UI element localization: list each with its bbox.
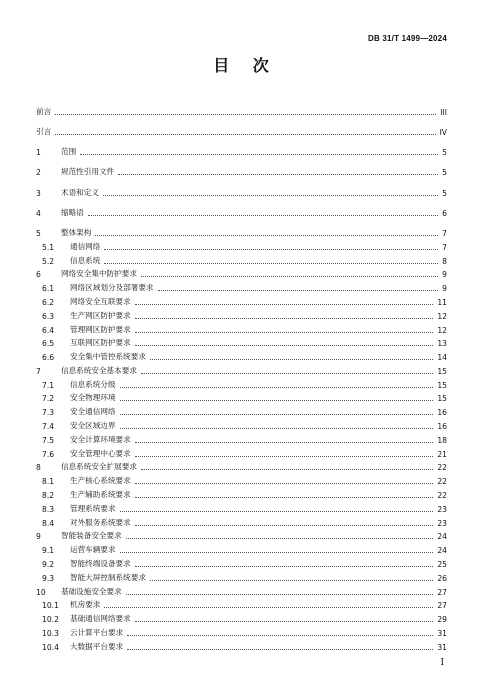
toc-entry-page: 16 (437, 422, 447, 432)
toc-entry[interactable] (36, 376, 447, 390)
toc-entry[interactable] (36, 184, 447, 198)
toc-dot-leader (104, 248, 438, 250)
toc-entry-page: 6 (442, 208, 447, 218)
toc-entry-label: 网络区域划分及部署要求 (70, 283, 154, 293)
toc-entry-page: 12 (437, 311, 447, 321)
toc-dot-leader (104, 262, 438, 264)
toc-entry-number: 6 (36, 270, 41, 280)
toc-dot-leader (135, 344, 434, 346)
toc-entry-page: 31 (437, 629, 447, 639)
toc-entry-page: 22 (437, 463, 447, 473)
toc-entry-page: 8 (442, 256, 447, 266)
toc-entry-page: IV (439, 127, 447, 137)
toc-entry-page: 13 (437, 339, 447, 349)
toc-entry[interactable] (36, 528, 447, 542)
toc-entry-page: 22 (437, 491, 447, 501)
toc-entry[interactable] (36, 431, 447, 445)
toc-entry-label: 大数据平台要求 (70, 641, 124, 651)
toc-entry-number: 7.1 (42, 380, 55, 390)
toc-entry-number: 9.3 (42, 573, 55, 583)
toc-entry[interactable] (36, 624, 447, 638)
toc-entry[interactable] (36, 103, 447, 117)
toc-entry-number: 6.5 (42, 339, 55, 349)
toc-entry-label: 信息系统安全扩展要求 (61, 462, 137, 472)
toc-entry-page: 16 (437, 408, 447, 418)
toc-dot-leader (120, 399, 434, 401)
toc-entry[interactable] (36, 486, 447, 500)
toc-entry-page: 15 (437, 380, 447, 390)
toc-entry-label: 安全管理中心要求 (70, 448, 131, 458)
toc-entry[interactable] (36, 204, 447, 218)
toc-entry[interactable] (36, 164, 447, 178)
toc-entry-page: 27 (437, 587, 447, 597)
toc-dot-leader (135, 496, 434, 498)
toc-entry-number: 1 (36, 148, 41, 158)
toc-entry-label: 安全集中管控系统要求 (70, 352, 146, 362)
toc-dot-leader (135, 482, 434, 484)
toc-dot-leader (55, 133, 435, 135)
toc-entry-number: 5.2 (42, 256, 55, 266)
toc-entry-page: III (440, 107, 447, 117)
toc-dot-leader (135, 524, 434, 526)
toc-dot-leader (120, 510, 434, 512)
toc-entry[interactable] (36, 514, 447, 528)
toc-dot-leader (127, 648, 433, 650)
toc-entry-page: 7 (442, 228, 447, 238)
toc-entry-number: 5.1 (42, 242, 55, 252)
toc-entry-number: 6.3 (42, 311, 55, 321)
toc-entry-page: 11 (437, 297, 447, 307)
toc-entry-number: 10.3 (42, 629, 59, 639)
toc-entry[interactable] (36, 555, 447, 569)
toc-entry-label: 信息系统安全基本要求 (61, 365, 137, 375)
toc-dot-leader (135, 303, 434, 305)
toc-entry-label: 机房要求 (70, 600, 101, 610)
toc-entry-number: 8.1 (42, 477, 55, 487)
toc-dot-leader (158, 289, 439, 291)
toc-entry[interactable] (36, 143, 447, 157)
toc-dot-leader (135, 455, 434, 457)
toc-entry-page: 14 (437, 353, 447, 363)
toc-entry-label: 运营车辆要求 (70, 545, 116, 555)
toc-entry-label: 安全区域边界 (70, 421, 116, 431)
table-of-contents (36, 103, 447, 652)
toc-entry-number: 7.2 (42, 394, 55, 404)
toc-entry-page: 5 (442, 168, 447, 178)
toc-entry[interactable] (36, 321, 447, 335)
toc-entry-label: 范围 (61, 147, 77, 157)
toc-entry-page: 7 (442, 242, 447, 252)
toc-entry-number: 6.6 (42, 353, 55, 363)
toc-dot-leader (120, 427, 434, 429)
toc-entry-label: 网络安全集中防护要求 (61, 269, 137, 279)
toc-entry[interactable] (36, 348, 447, 362)
toc-dot-leader (150, 579, 433, 581)
toc-entry-number: 8.4 (42, 518, 55, 528)
toc-entry[interactable] (36, 610, 447, 624)
toc-entry-label: 管理网区防护要求 (70, 324, 131, 334)
toc-entry[interactable] (36, 597, 447, 611)
toc-entry[interactable] (36, 293, 447, 307)
toc-entry-number: 6.4 (42, 325, 55, 335)
toc-entry-label: 整体架构 (61, 227, 92, 237)
toc-entry[interactable] (36, 335, 447, 349)
toc-dot-leader (135, 331, 434, 333)
toc-entry-number: 10.2 (42, 615, 59, 625)
toc-entry-label: 术语和定义 (61, 187, 99, 197)
toc-entry-page: 24 (437, 546, 447, 556)
toc-entry[interactable] (36, 252, 447, 266)
toc-entry-page: 23 (437, 504, 447, 514)
toc-entry-page: 27 (437, 601, 447, 611)
toc-entry-number: 7.3 (42, 408, 55, 418)
toc-dot-leader (141, 275, 438, 277)
page-title: 目 次 (213, 56, 269, 75)
toc-dot-leader (104, 606, 433, 608)
toc-entry[interactable] (36, 224, 447, 238)
toc-entry[interactable] (36, 307, 447, 321)
toc-entry-number: 10 (36, 587, 46, 597)
toc-entry-number: 8 (36, 463, 41, 473)
toc-entry-label: 基础通信网络要求 (70, 614, 131, 624)
toc-entry[interactable] (36, 569, 447, 583)
toc-dot-leader (120, 386, 434, 388)
toc-entry-page: 15 (437, 366, 447, 376)
toc-entry[interactable] (36, 445, 447, 459)
toc-dot-leader (126, 593, 434, 595)
toc-entry-label: 规范性引用文件 (61, 167, 115, 177)
toc-entry-label: 安全通信网络 (70, 407, 116, 417)
toc-entry-label: 安全物理环境 (70, 393, 116, 403)
toc-entry-page: 29 (437, 615, 447, 625)
toc-entry-page: 12 (437, 325, 447, 335)
toc-entry-number: 4 (36, 208, 41, 218)
toc-entry-label: 缩略语 (61, 207, 84, 217)
toc-entry-number: 8.2 (42, 491, 55, 501)
toc-entry-label: 引言 (36, 126, 52, 136)
toc-entry-label: 智能大屏控制系统要求 (70, 572, 146, 582)
toc-dot-leader (126, 537, 434, 539)
toc-entry-number: 3 (36, 188, 41, 198)
toc-entry[interactable] (36, 459, 447, 473)
toc-dot-leader (55, 113, 436, 115)
toc-entry-page: 24 (437, 532, 447, 542)
toc-entry[interactable] (36, 417, 447, 431)
document-code: DB 31/T 1499—2024 (367, 34, 447, 43)
toc-dot-leader (127, 634, 433, 636)
toc-entry-number: 9.1 (42, 546, 55, 556)
toc-dot-leader (80, 153, 438, 155)
toc-entry[interactable] (36, 583, 447, 597)
toc-entry[interactable] (36, 472, 447, 486)
toc-entry-number: 9.2 (42, 560, 55, 570)
toc-entry[interactable] (36, 266, 447, 280)
toc-entry[interactable] (36, 238, 447, 252)
toc-entry-page: 25 (437, 560, 447, 570)
toc-dot-leader (135, 565, 434, 567)
toc-entry-label: 网络安全互联要求 (70, 296, 131, 306)
toc-entry-number: 10.1 (42, 601, 59, 611)
toc-entry-page: 9 (442, 284, 447, 294)
toc-entry[interactable] (36, 279, 447, 293)
toc-entry[interactable] (36, 362, 447, 376)
toc-entry-number: 7.6 (42, 449, 55, 459)
toc-entry-page: 22 (437, 477, 447, 487)
toc-entry-page: 21 (437, 449, 447, 459)
toc-dot-leader (120, 413, 434, 415)
toc-entry-number: 5 (36, 228, 41, 238)
toc-dot-leader (118, 173, 438, 175)
toc-entry-label: 云计算平台要求 (70, 628, 124, 638)
toc-entry-label: 生产核心系统要求 (70, 476, 131, 486)
toc-dot-leader (141, 468, 433, 470)
toc-entry-label: 互联网区防护要求 (70, 338, 131, 348)
toc-dot-leader (88, 214, 438, 216)
toc-entry-page: 15 (437, 394, 447, 404)
toc-entry[interactable] (36, 123, 447, 137)
toc-entry-page: 5 (442, 188, 447, 198)
toc-entry-number: 7.5 (42, 435, 55, 445)
toc-entry-label: 生产网区防护要求 (70, 310, 131, 320)
toc-dot-leader (95, 234, 438, 236)
toc-entry-label: 生产辅助系统要求 (70, 490, 131, 500)
toc-entry[interactable] (36, 500, 447, 514)
toc-entry[interactable] (36, 403, 447, 417)
toc-entry-label: 基础设施安全要求 (61, 586, 122, 596)
toc-entry-number: 2 (36, 168, 41, 178)
toc-entry-page: 5 (442, 148, 447, 158)
toc-entry-label: 智能装备安全要求 (61, 531, 122, 541)
toc-entry-label: 对外服务系统要求 (70, 517, 131, 527)
toc-entry-number: 7.4 (42, 422, 55, 432)
toc-dot-leader (120, 551, 434, 553)
toc-dot-leader (135, 441, 434, 443)
toc-entry[interactable] (36, 390, 447, 404)
toc-entry[interactable] (36, 638, 447, 652)
toc-entry-label: 安全计算环境要求 (70, 434, 131, 444)
toc-dot-leader (103, 194, 438, 196)
toc-entry-page: 23 (437, 518, 447, 528)
toc-entry-number: 9 (36, 532, 41, 542)
page-number: I (440, 658, 444, 668)
toc-entry[interactable] (36, 541, 447, 555)
toc-dot-leader (135, 317, 434, 319)
toc-entry-number: 10.4 (42, 642, 59, 652)
toc-entry-number: 8.3 (42, 504, 55, 514)
toc-entry-number: 6.2 (42, 297, 55, 307)
toc-entry-number: 7 (36, 366, 41, 376)
toc-entry-page: 9 (442, 270, 447, 280)
toc-dot-leader (141, 372, 433, 374)
toc-entry-label: 通信网络 (70, 241, 101, 251)
toc-entry-page: 26 (437, 573, 447, 583)
toc-entry-label: 前言 (36, 106, 52, 116)
toc-dot-leader (135, 620, 434, 622)
toc-entry-label: 信息系统分级 (70, 379, 116, 389)
toc-entry-page: 31 (437, 642, 447, 652)
toc-entry-label: 管理系统要求 (70, 503, 116, 513)
toc-entry-label: 信息系统 (70, 255, 101, 265)
toc-entry-number: 6.1 (42, 284, 55, 294)
toc-entry-label: 智能终端设备要求 (70, 559, 131, 569)
toc-dot-leader (150, 358, 433, 360)
toc-entry-page: 18 (437, 435, 447, 445)
